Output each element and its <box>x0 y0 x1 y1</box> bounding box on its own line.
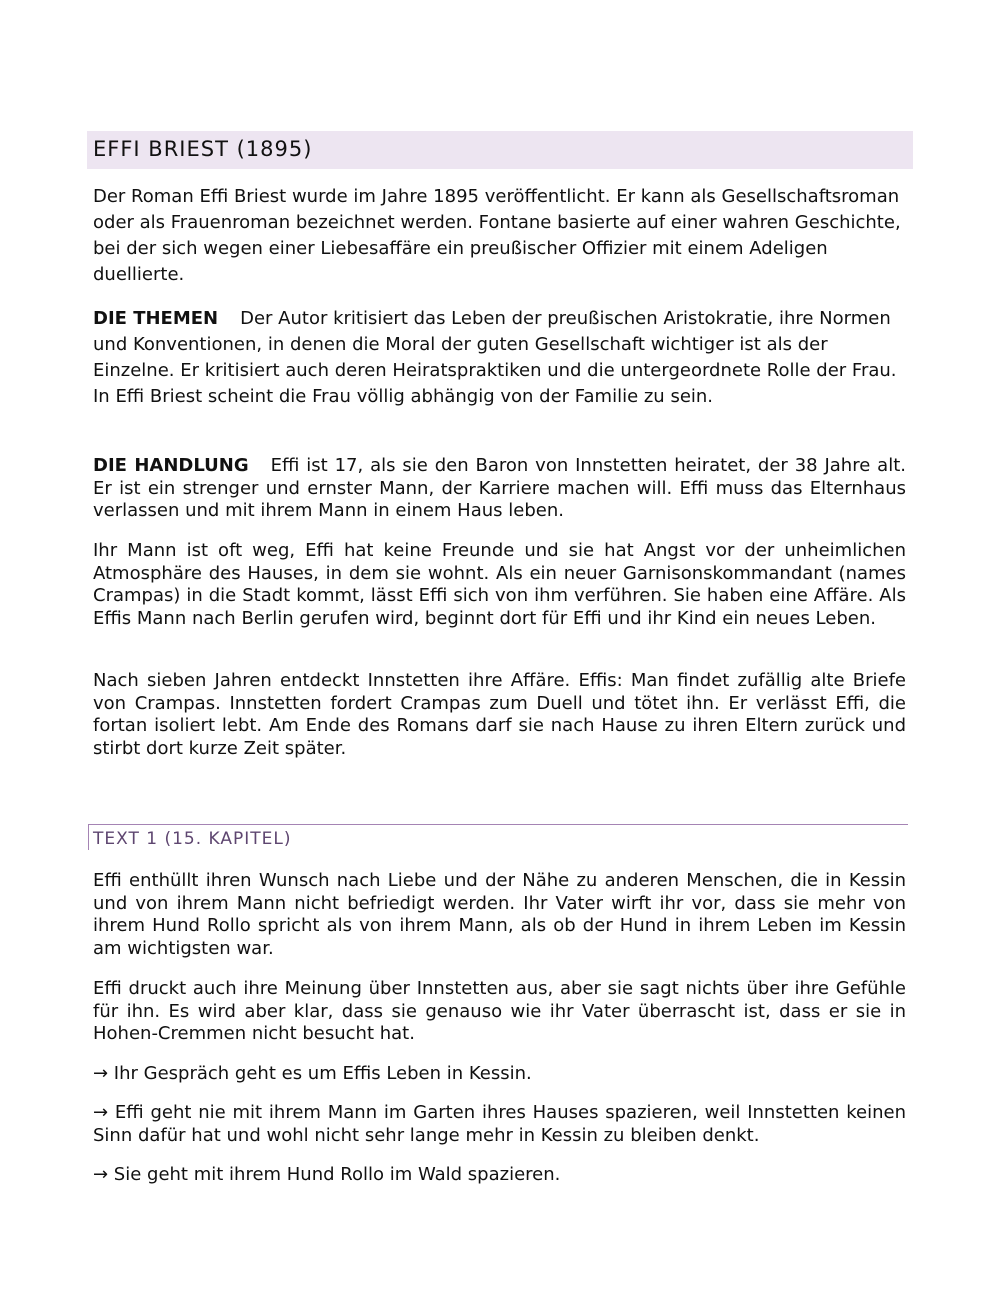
text1-paragraph-1: Effi enthüllt ihren Wunsch nach Liebe und der Nähe zu anderen Menschen, die in Kessin und von ihrem Mann nicht befriedigt werden. Ihr Vater wirft ihr vor, dass sie mehr von ihrem Hund Rollo spricht als von ihrem Mann, als ob der Hund in ihrem Leben im Kessin am wichtigsten war. <box>93 870 906 959</box>
handlung-paragraph-2: Ihr Mann ist oft weg, Effi hat keine Freunde und sie hat Angst vor der unheimlichen Atmosphäre des Hauses, in dem sie wohnt. Als ein neuer Garnisonskommandant (names Crampas) in die Stadt kommt, lässt Effi sich von ihm verführen. Sie haben eine Affäre. Als Effis Mann nach Berlin gerufen wird, beginnt dort für Effi und ihr Kind ein neues Leben. <box>93 540 906 629</box>
text1-paragraph-2: Effi druckt auch ihre Meinung über Innstetten aus, aber sie sagt nichts über ihre Gefühle für ihn. Es wird aber klar, dass sie genauso wie ihr Vater überrascht ist, dass er sie in Hohen-Cremmen nicht besucht hat. <box>93 978 906 1045</box>
text1-arrow-item-1: → Ihr Gespräch geht es um Effis Leben in Kessin. <box>93 1063 532 1084</box>
page-title: EFFI BRIEST (1895) <box>93 137 313 161</box>
section-heading-text1: TEXT 1 (15. KAPITEL) <box>93 829 292 849</box>
text1-arrow-item-3: → Sie geht mit ihrem Hund Rollo im Wald spazieren. <box>93 1164 561 1185</box>
handlung-label: DIE HANDLUNG <box>93 455 249 476</box>
handlung-paragraph-3: Nach sieben Jahren entdeckt Innstetten ihre Affäre. Effis: Man findet zufällig alte Briefe von Crampas. Innstetten fordert Crampas zum Duell und tötet ihn. Er verlässt Effi, die fortan isoliert lebt. Am Ende des Romans darf sie nach Hause zu ihren Eltern zurück und stirbt dort kurze Zeit später. <box>93 670 906 759</box>
section-divider <box>88 824 908 825</box>
themen-label: DIE THEMEN <box>93 308 219 329</box>
handlung-paragraph <box>93 455 906 523</box>
text1-arrow-item-2: → Effi geht nie mit ihrem Mann im Garten ihres Hauses spazieren, weil Innstetten keinen Sinn dafür hat und wohl nicht sehr lange mehr in Kessin zu bleiben denkt. <box>93 1102 906 1146</box>
handlung-text: Effi ist 17, als sie den Baron von Innstetten heiratet, der 38 Jahre alt. Er ist ein strenger und ernster Mann, der Karriere machen will. Effi muss das Elternhaus verlassen und mit ihrem Mann in einem Haus leben. <box>93 455 906 522</box>
intro-paragraph: Der Roman Effi Briest wurde im Jahre 1895 veröffentlicht. Er kann als Gesellschaftsroman oder als Frauenroman bezeichnet werden. Fontane basierte auf einer wahren Geschichte, bei der sich wegen einer Liebesaffäre ein preußischer Offizier mit einem Adeligen duellierte. <box>93 186 901 285</box>
section-divider-tick <box>88 824 89 850</box>
themen-paragraph <box>93 306 906 410</box>
themen-text: Der Autor kritisiert das Leben der preußischen Aristokratie, ihre Normen und Konventionen, in denen die Moral der guten Gesellschaft wichtiger ist als der Einzelne. Er kritisiert auch deren Heiratspraktiken und die untergeordnete Rolle der Frau. In Effi Briest scheint die Frau völlig abhängig von der Familie zu sein. <box>93 308 897 407</box>
title-band <box>87 131 913 169</box>
